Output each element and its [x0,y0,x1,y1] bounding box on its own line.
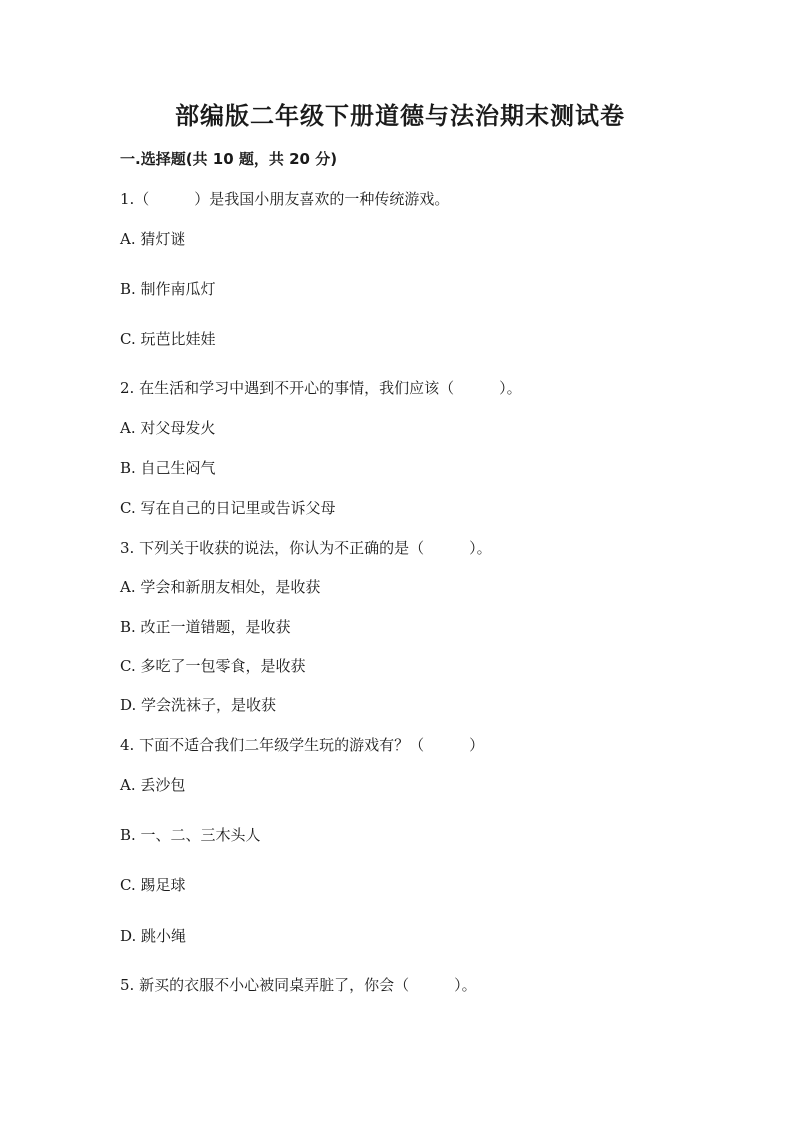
question-1-option-a: A. 猜灯谜 [120,230,186,248]
question-4-stem: 4. 下面不适合我们二年级学生玩的游戏有？（ ） [120,736,485,754]
question-1-stem: 1.（ ）是我国小朋友喜欢的一种传统游戏。 [120,190,450,208]
question-3-option-b: B. 改正一道错题，是收获 [120,618,291,636]
section-heading: 一.选择题(共 10 题，共 20 分) [120,150,338,168]
question-2-option-c: C. 写在自己的日记里或告诉父母 [120,499,336,517]
question-3-stem: 3. 下列关于收获的说法，你认为不正确的是（ ）。 [120,539,492,557]
question-2-option-b: B. 自己生闷气 [120,459,216,477]
question-3-option-d: D. 学会洗袜子，是收获 [120,696,277,714]
question-4-option-b: B. 一、二、三木头人 [120,826,261,844]
question-4-option-a: A. 丢沙包 [120,776,186,794]
question-2-option-a: A. 对父母发火 [120,419,216,437]
question-3-option-c: C. 多吃了一包零食，是收获 [120,657,306,675]
question-4-option-d: D. 跳小绳 [120,927,187,945]
question-4-option-c: C. 踢足球 [120,876,186,894]
question-2-stem: 2. 在生活和学习中遇到不开心的事情，我们应该（ ）。 [120,379,522,397]
page-title: 部编版二年级下册道德与法治期末测试卷 [175,102,625,130]
question-1-option-b: B. 制作南瓜灯 [120,280,216,298]
question-5-stem: 5. 新买的衣服不小心被同桌弄脏了，你会（ ）。 [120,976,477,994]
question-1-option-c: C. 玩芭比娃娃 [120,330,216,348]
question-3-option-a: A. 学会和新朋友相处，是收获 [120,578,321,596]
